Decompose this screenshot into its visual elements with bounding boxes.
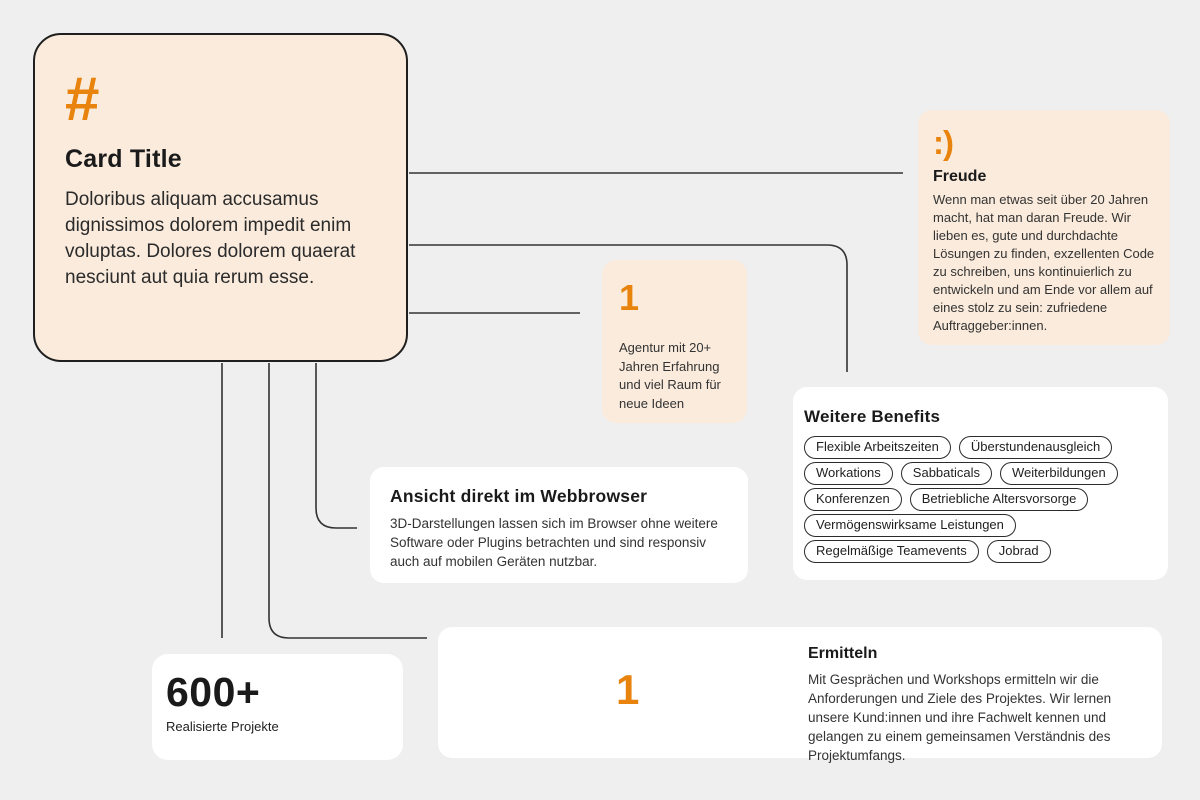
freude-card — [918, 110, 1170, 345]
benefit-chip: Sabbaticals — [901, 462, 992, 485]
benefit-chip: Flexible Arbeitszeiten — [804, 436, 951, 459]
benefit-chip: Regelmäßige Teamevents — [804, 540, 979, 563]
agentur-number: 1 — [619, 277, 640, 318]
browser-card — [370, 467, 748, 583]
browser-body: 3D-Darstellungen lassen sich im Browser ohne weitere Software oder Plugins betrachten und sind responsiv auch auf mobilen Geräten nutzbar. — [390, 516, 718, 569]
freude-body: Wenn man etwas seit über 20 Jahren macht, hat man daran Freude. Wir lieben es, gute und durchdachte Lösungen zu finden, exzellenten Code zu schreiben, uns kontinuierlich zu entwickeln und am Ende vor allem auf eines stolz zu sein: zufriedene Auftraggeber:innen. — [933, 192, 1155, 333]
benefit-chip: Betriebliche Altersvorsorge — [910, 488, 1089, 511]
stat-number: 600+ — [166, 669, 261, 715]
agentur-body: Agentur mit 20+ Jahren Erfahrung und viel Raum für neue Ideen — [619, 340, 721, 411]
benefit-chip: Workations — [804, 462, 893, 485]
main-card-title: Card Title — [65, 145, 182, 173]
benefit-chip: Überstundenausgleich — [959, 436, 1112, 459]
ermitteln-title: Ermitteln — [808, 645, 878, 662]
smiley-icon: :) — [933, 124, 953, 161]
benefit-chip: Weiterbildungen — [1000, 462, 1118, 485]
agentur-card — [602, 260, 747, 423]
benefits-chips — [804, 436, 1157, 563]
freude-title: Freude — [933, 168, 987, 185]
hash-icon: # — [65, 65, 98, 134]
benefit-chip: Konferenzen — [804, 488, 902, 511]
ermitteln-number: 1 — [616, 666, 640, 713]
benefits-title: Weitere Benefits — [804, 407, 941, 426]
browser-title: Ansicht direkt im Webbrowser — [390, 486, 648, 506]
benefits-card — [793, 387, 1168, 580]
ermitteln-body: Mit Gesprächen und Workshops ermitteln wir die Anforderungen und Ziele des Projektes. Wir lernen unsere Kund:innen und ihre Fachwelt kennen und gelangen zu einem gemeinsamen Verständnis des Projektumfangs. — [808, 672, 1112, 763]
main-card — [33, 33, 408, 362]
ermitteln-card — [438, 627, 1162, 763]
benefit-chip: Vermögenswirksame Leistungen — [804, 514, 1016, 537]
main-card-body: Doloribus aliquam accusamus dignissimos dolorem impedit enim voluptas. Dolores dolorem quaerat nesciunt aut quia rerum esse. — [65, 189, 356, 288]
stat-card — [152, 654, 403, 760]
stat-label: Realisierte Projekte — [166, 719, 279, 734]
connector-to-browser — [316, 363, 357, 528]
benefit-chip: Jobrad — [987, 540, 1051, 563]
